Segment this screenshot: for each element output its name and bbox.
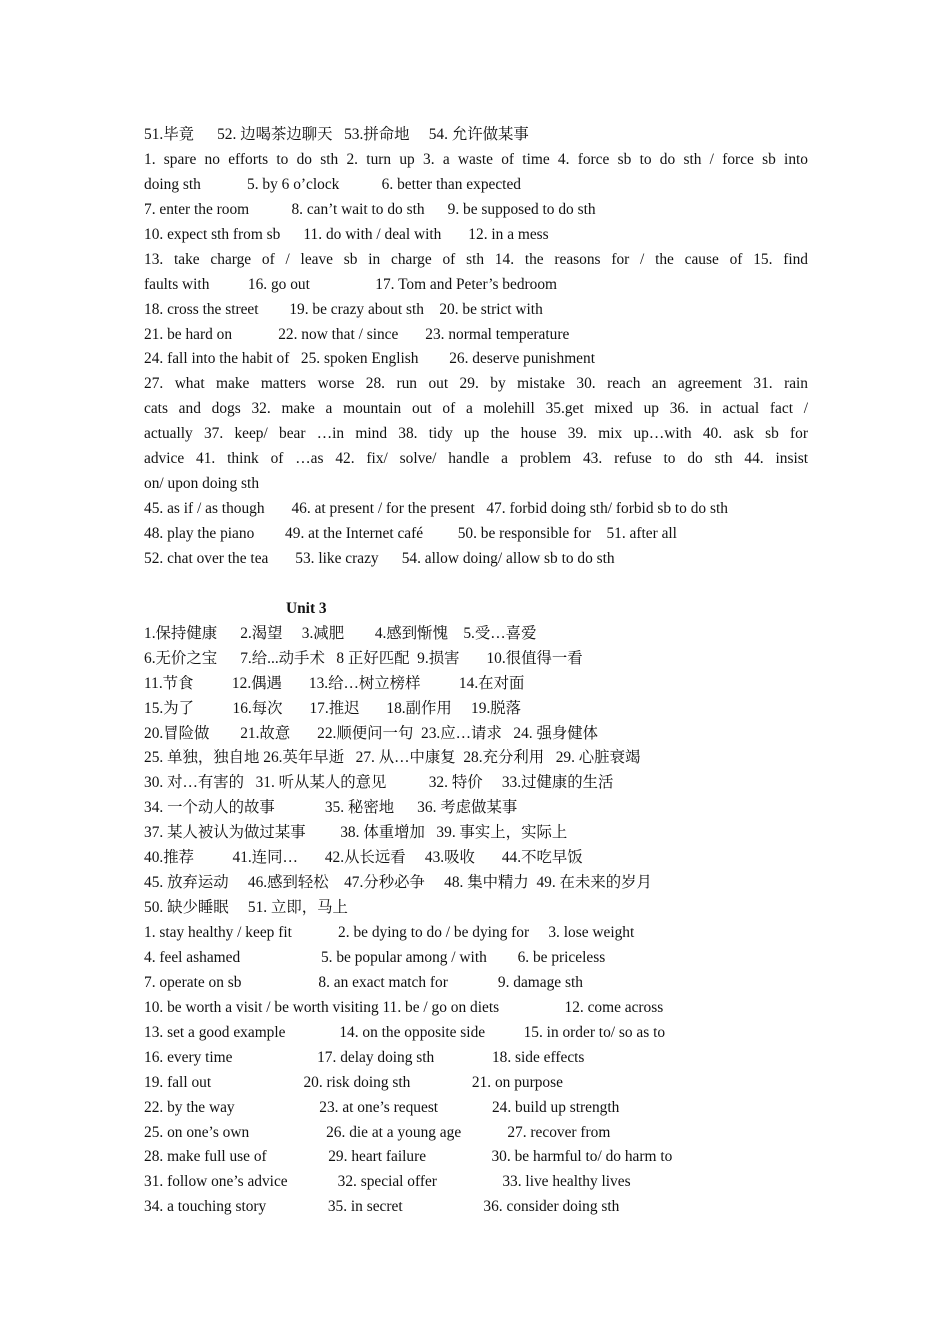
text-line: 21. be hard on 22. now that / since 23. normal temperature — [144, 325, 570, 343]
text-line: 4. feel ashamed 5. be popular among / with 6. be priceless — [144, 948, 606, 966]
document-body — [144, 123, 808, 1220]
unit-heading: Unit 3 — [286, 599, 327, 617]
text-line: 13. set a good example 14. on the opposite side 15. in order to/ so as to — [144, 1023, 666, 1041]
text-line: on/ upon doing sth — [144, 475, 260, 493]
text-line: 10. be worth a visit / be worth visiting 11. be / go on diets 12. come across — [144, 998, 664, 1016]
text-line: 37. 某人被认为做过某事 38. 体重增加 39. 事实上，实际上 — [144, 824, 568, 842]
text-line: 45. 放弃运动 46.感到轻松 47.分秒必争 48. 集中精力 49. 在未来的岁月 — [144, 874, 652, 892]
text-line: 20.冒险做 21.故意 22.顺便问一句 23.应…请求 24. 强身健体 — [144, 724, 599, 742]
text-line: 28. make full use of 29. heart failure 30. be harmful to/ do harm to — [144, 1148, 673, 1166]
text-line: 22. by the way 23. at one’s request 24. build up strength — [144, 1098, 620, 1116]
text-line: 19. fall out 20. risk doing sth 21. on purpose — [144, 1073, 563, 1091]
text-line: 30. 对…有害的 31. 听从某人的意见 32. 特价 33.过健康的生活 — [144, 774, 614, 792]
text-line: 52. chat over the tea 53. like crazy 54. allow doing/ allow sb to do sth — [144, 549, 615, 567]
text-line: 1. spare no efforts to do sth 2. turn up 3. a waste of time 4. force sb to do sth / force sb into — [144, 150, 808, 168]
text-line: 24. fall into the habit of 25. spoken English 26. deserve punishment — [144, 350, 595, 368]
text-line: 34. 一个动人的故事 35. 秘密地 36. 考虑做某事 — [144, 799, 518, 817]
text-line: 18. cross the street 19. be crazy about sth 20. be strict with — [144, 300, 543, 318]
text-line: 40.推荐 41.连同… 42.从长远看 43.吸收 44.不吃早饭 — [144, 849, 583, 867]
text-line: 15.为了 16.每次 17.推迟 18.副作用 19.脱落 — [144, 699, 522, 717]
text-line: 50. 缺少睡眠 51. 立即，马上 — [144, 899, 348, 917]
blank-line — [144, 572, 808, 597]
text-line: advice 41. think of …as 42. fix/ solve/ handle a problem 43. refuse to do sth 44. insist — [144, 450, 808, 468]
text-line: 13. take charge of / leave sb in charge of sth 14. the reasons for / the cause of 15. find — [144, 250, 808, 268]
text-line: 1. stay healthy / keep fit 2. be dying to do / be dying for 3. lose weight — [144, 924, 635, 941]
text-line: 10. expect sth from sb 11. do with / deal with 12. in a mess — [144, 225, 549, 243]
text-line: 51.毕竟 52. 边喝茶边聊天 53.拼命地 54. 允许做某事 — [144, 126, 529, 143]
text-line: 7. operate on sb 8. an exact match for 9. damage sth — [144, 973, 583, 991]
text-line: 7. enter the room 8. can’t wait to do sth 9. be supposed to do sth — [144, 200, 596, 218]
text-line: 11.节食 12.偶遇 13.给…树立榜样 14.在对面 — [144, 674, 525, 692]
text-line: 25. on one’s own 26. die at a young age 27. recover from — [144, 1123, 611, 1141]
text-line: cats and dogs 32. make a mountain out of a molehill 35.get mixed up 36. in actual fact / — [144, 400, 808, 418]
text-line: faults with 16. go out 17. Tom and Peter’s bedroom — [144, 275, 558, 293]
text-line: 1.保持健康 2.渴望 3.减肥 4.感到惭愧 5.受…喜爱 — [144, 624, 537, 642]
text-line: actually 37. keep/ bear …in mind 38. tidy up the house 39. mix up…with 40. ask sb for — [144, 425, 808, 443]
text-line: 48. play the piano 49. at the Internet café 50. be responsible for 51. after all — [144, 525, 677, 542]
text-line: 6.无价之宝 7.给...动手术 8 正好匹配 9.损害 10.很值得一看 — [144, 649, 583, 667]
text-line: doing sth 5. by 6 o’clock 6. better than expected — [144, 175, 521, 193]
text-line: 16. every time 17. delay doing sth 18. side effects — [144, 1048, 585, 1066]
text-line: 27. what make matters worse 28. run out 29. by mistake 30. reach an agreement 31. rain — [144, 375, 808, 393]
text-line: 45. as if / as though 46. at present / for the present 47. forbid doing sth/ forbid sb to do sth — [144, 500, 728, 518]
text-line: 34. a touching story 35. in secret 36. consider doing sth — [144, 1198, 620, 1216]
text-line: 25. 单独，独自地 26.英年早逝 27. 从…中康复 28.充分利用 29. 心脏衰竭 — [144, 749, 641, 767]
text-line: 31. follow one’s advice 32. special offer 33. live healthy lives — [144, 1173, 631, 1191]
